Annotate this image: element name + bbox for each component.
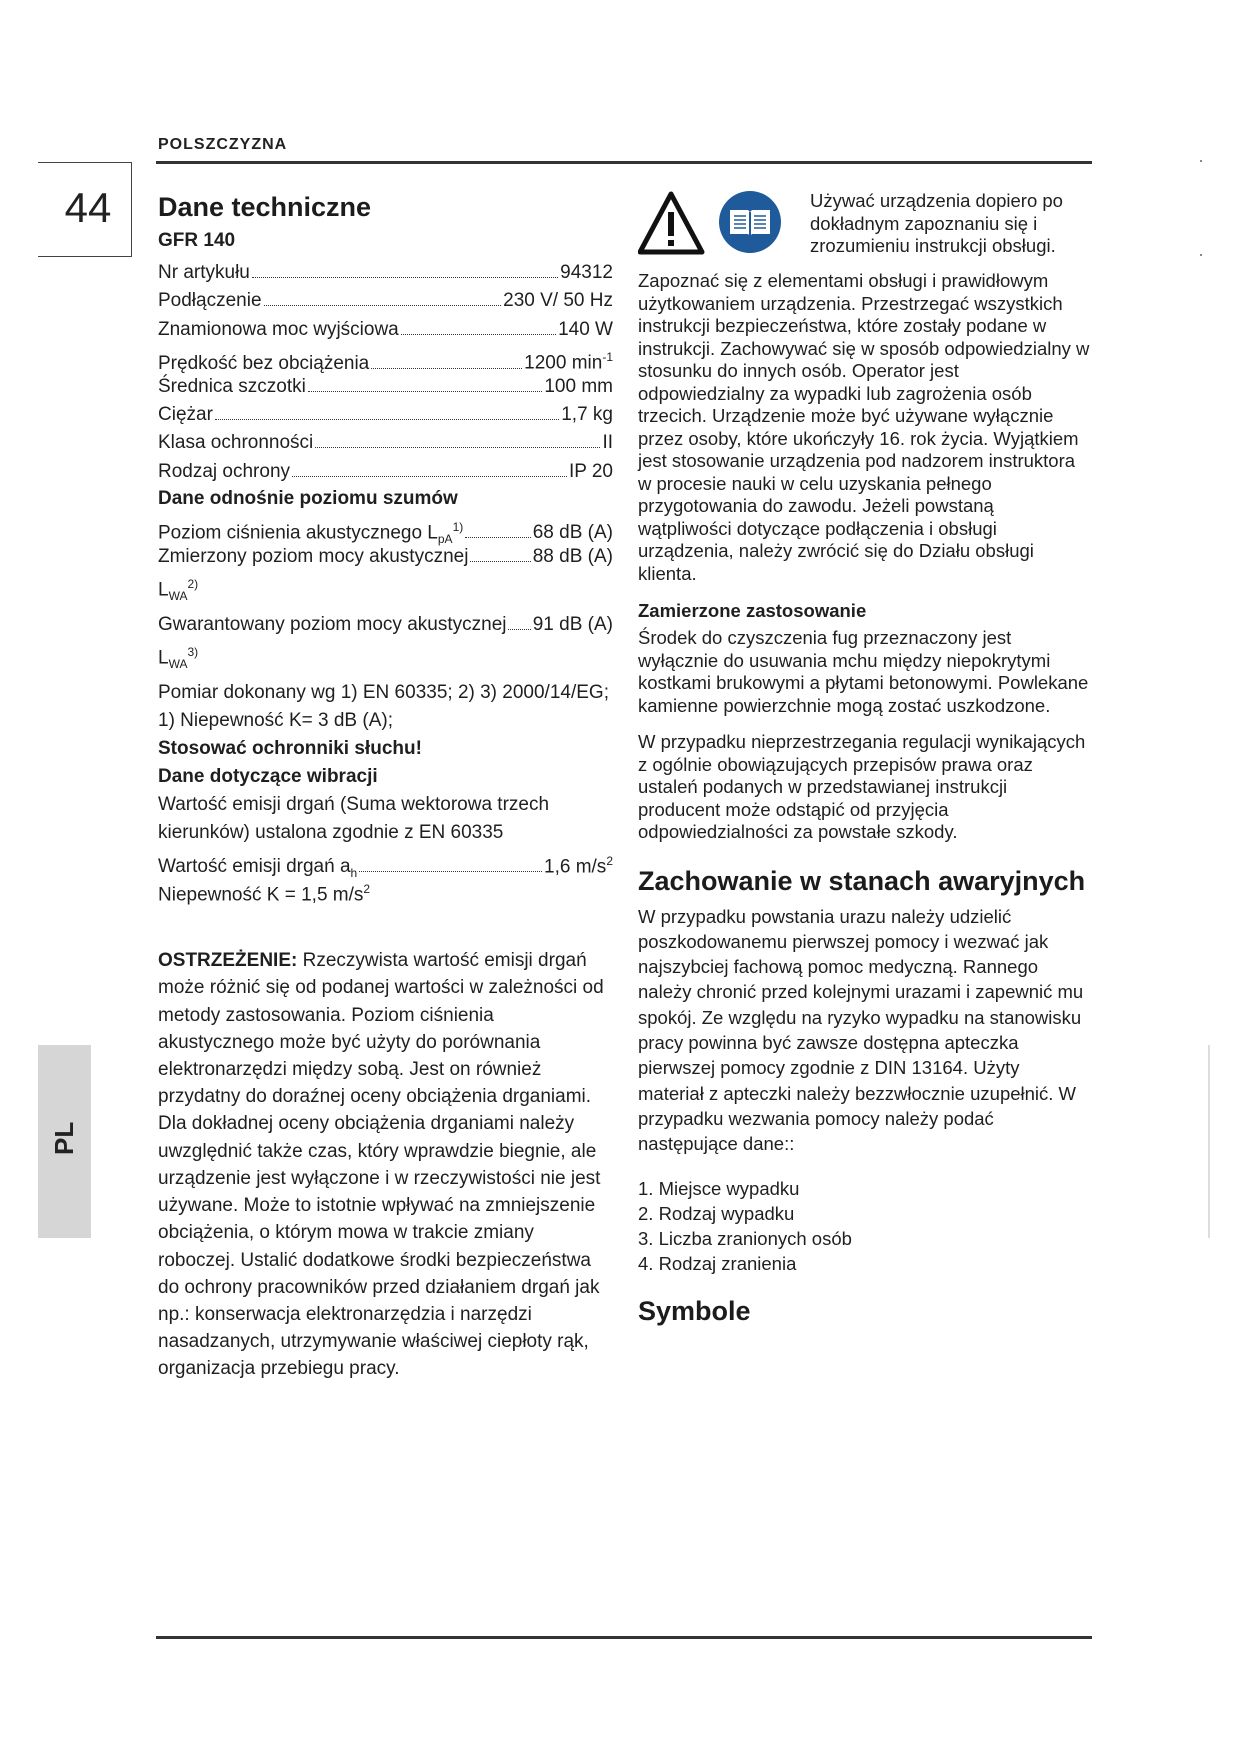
noise-label: Poziom ciśnienia akustycznego $L_{pA}^{1)}$ (158, 520, 464, 547)
spec-value: IP 20 (568, 460, 613, 482)
ear-protection-note: Stosować ochronniki słuchu! (158, 737, 422, 759)
spec-row (158, 258, 613, 286)
vibration-text: Wartość emisji drgań (Suma wektorowa trzech (158, 793, 550, 815)
language-side-tab-label: PL (49, 1121, 79, 1155)
spec-label: Nr artykułu (158, 262, 250, 283)
spec-row (158, 286, 613, 314)
vibration-label: Wartość emisji drgań $a_h$ (158, 855, 358, 880)
top-rule (156, 161, 1092, 164)
spec-value: 140 W (558, 318, 613, 340)
spec-label: Ciężar (158, 403, 213, 425)
spec-label: Rodzaj ochrony (158, 460, 291, 482)
noise-value: 91 dB (A) (532, 614, 613, 636)
warning-text: Rzeczywista wartość emisji drgań może różnić się od podanej wartości w zależności od metody zastosowania. Poziom ciśnienia akustycznego może być użyty do porównania elektronarzędzi między sobą. Jest on również przydatny do doraźnej oceny obciążenia drganiami. Dla dokładnej oceny obciążenia drganiami należy uwzględnić także czas, który wprawdzie biegnie, ale urządzenie jest wyłączone i w rzeczywistości nie jest używane. Może to istotnie wpływać na zmniejszenie obciążenia, o którym mowa w trakcie zmiany roboczej. Ustalić dodatkowe środki bezpieczeństwa do ochrony pracowników przed działaniem drgań jak np.: konserwacja elektronarzędzia i narzędzi nasadzanych, utrzymywanie właściwej ciepłoty rąk, organizacja przebiegu pracy. (158, 950, 604, 1380)
spec-label: Podłączenie (158, 290, 262, 312)
intended-use-paragraph: Środek do czyszczenia fug przeznaczony jest wyłącznie do usuwania mchu między niepokrytymi kostkami brukowymi a płytami betonowymi. Powlekane kamienne powierzchnie mogą zostać uszkodzone. (638, 627, 1089, 716)
language-header: POLSZCZYZNA (158, 136, 288, 153)
section-title-technical-data: Dane techniczne (158, 192, 372, 222)
emergency-list (638, 1176, 1090, 1276)
noise-label: Zmierzony poziom mocy akustycznej (158, 545, 469, 567)
noise-row (158, 513, 613, 547)
spec-row (158, 343, 613, 374)
uncertainty-note: 1) Niepewność K= 3 dB (A); (158, 709, 393, 731)
vibration-row (158, 847, 613, 880)
spec-value: II (602, 432, 613, 454)
noise-value: 68 dB (A) (532, 522, 613, 544)
warning-paragraph (158, 947, 613, 1382)
list-item: 3. Liczba zranionych osób (638, 1228, 852, 1250)
section-title-emergency: Zachowanie w stanach awaryjnych (638, 865, 1086, 896)
spec-value: 1,7 kg (561, 403, 613, 425)
spec-value: 100 mm (544, 375, 613, 397)
intended-use-heading: Zamierzone zastosowanie (638, 600, 867, 621)
noise-value: 88 dB (A) (532, 545, 613, 567)
model-name: GFR 140 (158, 230, 236, 251)
spec-row (158, 457, 613, 485)
vibration-uncertainty: Niepewność K = 1,5 $m/s^2$ (158, 881, 371, 906)
safety-icons (638, 190, 800, 262)
read-manual-icon (719, 191, 781, 253)
spec-label: Prędkość bez obciążenia (158, 352, 370, 374)
vibration-heading: Dane dotyczące wibracji (158, 765, 378, 787)
intro-paragraph: Zapoznać się z elementami obsługi i prawidłowym użytkowaniem urządzenia. Przestrzegać wszystkich instrukcji bezpieczeństwa, które zostały podane w instrukcji. Zachowywać się w sposób odpowiedzialny w stosunku do innych osób. Operator jest odpowiedzialny za wypadki lub zagrożenia osób trzecich. Urządzenie może być używane wyłącznie przez osoby, które ukończyły 16. rok życia. Wyjątkiem jest stosowanie urządzenia pod nadzorem instruktora w procesie nauki w celu uzyskania pełnego przygotowania do zawodu. Jeżeli powstaną wątpliwości dotyczące podłączenia i obsługi urządzenia, należy zwrócić się do Działu obsługi klienta. (638, 270, 1090, 584)
spec-row (158, 428, 613, 456)
emergency-paragraph: W przypadku powstania urazu należy udzielić poszkodowanemu pierwszej pomocy i wezwać jak najszybciej fachową pomoc medyczną. Rannego należy chronić przed kolejnymi urazami i zapewnić mu spokój. Ze względu na ryzyko wypadku na stanowisku pracy powinna być zawsze dostępna apteczka pierwszej pomocy zgodnie z DIN 13164. Użyty materiał z apteczki należy bezzwłocznie uzupełnić. W przypadku wezwania pomocy należy podać następujące dane:: (638, 905, 1084, 1155)
spec-label: Znamionowa moc wyjściowa (158, 318, 399, 340)
margin-mark (1208, 1045, 1210, 1238)
intro-text: Używać urządzenia dopiero po dokładnym zapoznaniu się i zrozumieniu instrukcji obsługi. (810, 190, 1063, 256)
list-item: 4. Rodzaj zranienia (638, 1253, 797, 1275)
spec-row (158, 315, 613, 343)
noise-heading: Dane odnośnie poziomu szumów (158, 488, 458, 510)
bottom-rule (156, 1636, 1092, 1639)
page-number: 44 (64, 184, 112, 231)
margin-dot (1200, 160, 1202, 162)
spec-label: Średnica szczotki (158, 375, 306, 397)
warning-triangle-icon (640, 194, 702, 252)
measurement-note: Pomiar dokonany wg 1) EN 60335; 2) 3) 2000/14/EG; (158, 681, 609, 703)
noise-symbol: $L_{WA}^{2)}$ (158, 576, 199, 604)
section-title-symbols: Symbole (638, 1296, 751, 1327)
spec-label: Klasa ochronności (158, 432, 314, 454)
liability-paragraph: W przypadku nieprzestrzegania regulacji wynikających z ogólnie obowiązujących przepisów prawa oraz ustaleń podanych w przedstawianej instrukcji producent może odstąpić od przyjęcia odpowiedzialności za powstałe szkody. (638, 731, 1086, 842)
noise-row (158, 542, 613, 570)
warning-label: OSTRZEŻENIE: (158, 950, 298, 972)
spec-value: 94312 (560, 262, 613, 283)
vibration-value: 1,6 $m/s^2$ (544, 853, 613, 877)
list-item: 1. Miejsce wypadku (638, 1178, 800, 1200)
spec-row (158, 372, 613, 400)
safety-icons-svg (638, 190, 800, 262)
margin-dot (1200, 254, 1202, 256)
noise-label: Gwarantowany poziom mocy akustycznej (158, 614, 507, 636)
spec-value: 1200 $\min^{-1}$ (524, 350, 613, 374)
spec-value: 230 V/ 50 Hz (503, 290, 613, 312)
list-item: 2. Rodzaj wypadku (638, 1203, 795, 1225)
vibration-text: kierunków) ustalona zgodnie z EN 60335 (158, 821, 504, 843)
noise-symbol: $L_{WA}^{3)}$ (158, 645, 199, 672)
spec-row (158, 400, 613, 428)
left-column (158, 190, 613, 1383)
noise-row (158, 610, 613, 638)
right-column (638, 190, 1090, 1334)
